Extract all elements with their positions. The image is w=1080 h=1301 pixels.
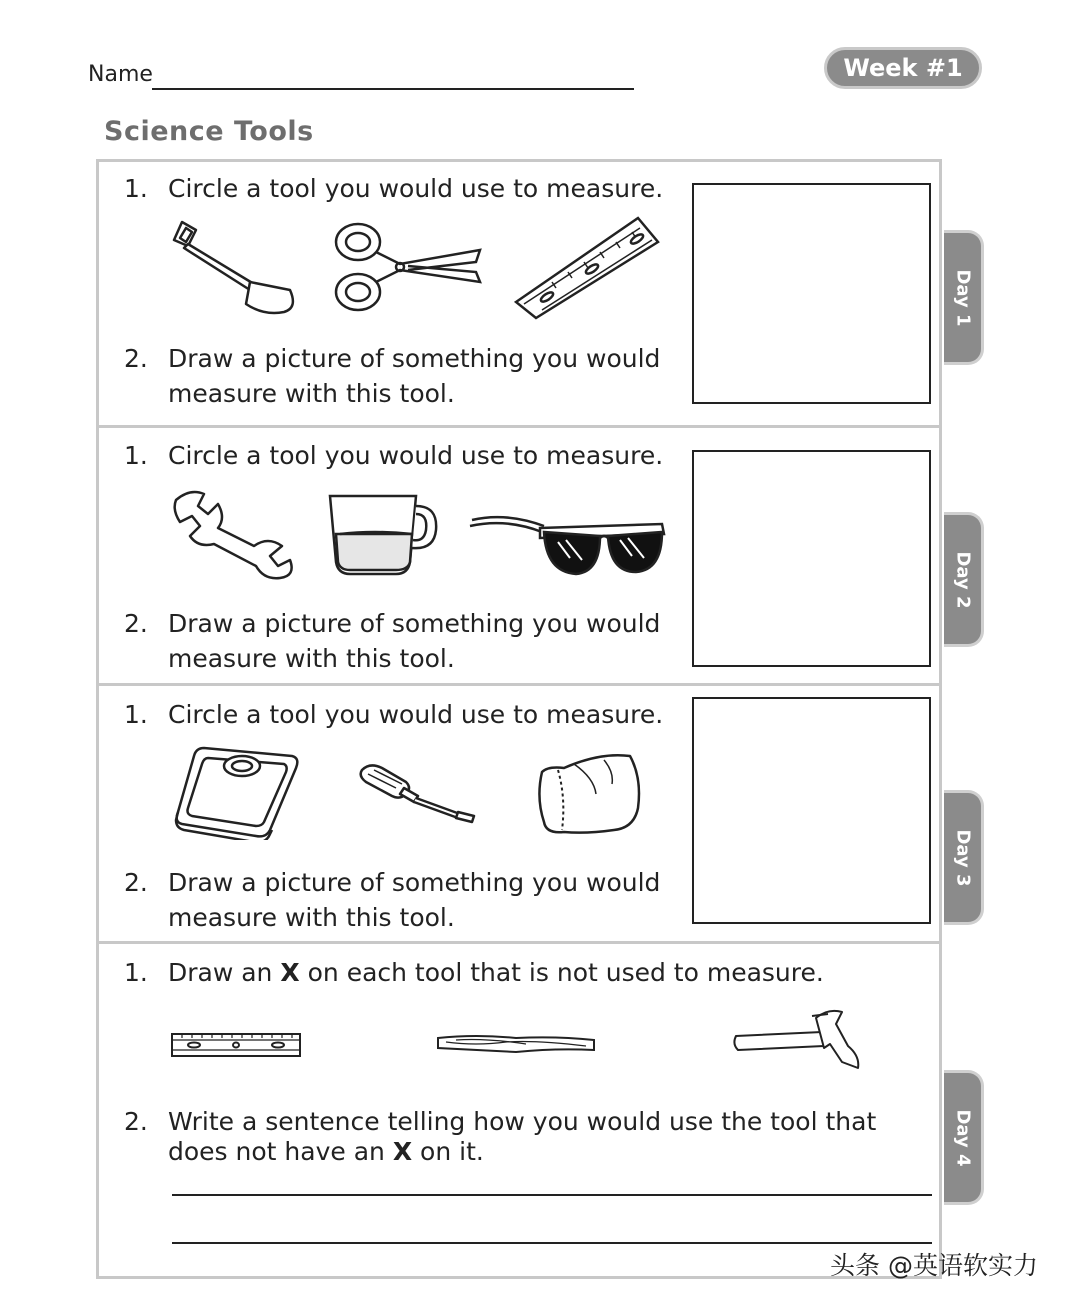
question-1 — [124, 171, 684, 206]
question-text-line-2: measure with this tool. — [168, 379, 455, 408]
question-text-line-1: Draw a picture of something you would — [168, 868, 661, 897]
question-text-end: on each tool that is not used to measure. — [307, 958, 824, 987]
tab-day-1[interactable] — [944, 230, 984, 365]
hammer-icon[interactable] — [732, 1006, 866, 1076]
pillow-icon[interactable] — [534, 748, 644, 838]
tab-label: Day 3 — [952, 828, 973, 887]
tab-day-3[interactable] — [944, 790, 984, 925]
question-2 — [124, 1104, 904, 1174]
wrench-icon[interactable] — [170, 486, 300, 581]
question-text — [168, 955, 824, 990]
week-badge: Week #1 — [824, 47, 982, 89]
question-text: Circle a tool you would use to measure. — [168, 700, 664, 729]
question-text-line-1: Draw a picture of something you would — [168, 609, 661, 638]
x-mark: X — [280, 958, 300, 987]
question-text-start: does not have an — [168, 1137, 385, 1166]
question-number: 2. — [124, 344, 148, 373]
question-number: 2. — [124, 868, 148, 897]
measuring-cup-icon[interactable] — [326, 490, 441, 578]
question-text: Circle a tool you would use to measure. — [168, 441, 664, 470]
question-1 — [124, 438, 684, 473]
question-number: 2. — [124, 1107, 148, 1136]
question-2 — [124, 606, 684, 676]
question-number: 1. — [124, 441, 148, 470]
question-number: 2. — [124, 609, 148, 638]
question-text-line-2 — [168, 1134, 484, 1169]
question-text: Circle a tool you would use to measure. — [168, 174, 664, 203]
question-text-line-2: measure with this tool. — [168, 903, 455, 932]
ruler-icon[interactable] — [170, 1030, 304, 1060]
ruler-icon[interactable] — [512, 214, 662, 322]
day-divider — [96, 683, 942, 686]
answer-line[interactable] — [172, 1194, 932, 1196]
question-number: 1. — [124, 174, 148, 203]
name-label: Name — [88, 62, 153, 87]
screwdriver-icon[interactable] — [356, 762, 480, 824]
tab-day-4[interactable] — [944, 1070, 984, 1205]
x-mark: X — [392, 1137, 413, 1166]
drawing-box[interactable] — [692, 183, 931, 404]
question-text-line-1: Draw a picture of something you would — [168, 344, 661, 373]
answer-line[interactable] — [172, 1242, 932, 1244]
tab-day-2[interactable] — [944, 512, 984, 647]
day-divider — [96, 941, 942, 944]
question-text-line-1: Write a sentence telling how you would use the tool that — [168, 1107, 877, 1136]
shovel-icon[interactable] — [166, 218, 301, 318]
question-2 — [124, 865, 684, 935]
question-number: 1. — [124, 700, 148, 729]
question-2 — [124, 341, 684, 411]
tab-label: Day 1 — [952, 268, 973, 327]
bathroom-scale-icon[interactable] — [174, 744, 302, 840]
question-1 — [124, 955, 864, 990]
question-text-end: on it. — [420, 1137, 484, 1166]
question-1 — [124, 697, 684, 732]
name-field-line[interactable] — [152, 88, 634, 90]
section-title: Science Tools — [104, 116, 314, 147]
tab-label: Day 2 — [952, 550, 973, 609]
drawing-box[interactable] — [692, 450, 931, 667]
watermark-text: 头条 @英语软实力 — [830, 1251, 1038, 1280]
stick-icon[interactable] — [436, 1032, 598, 1056]
question-text-line-2: measure with this tool. — [168, 644, 455, 673]
day-divider — [96, 425, 942, 428]
tab-label: Day 4 — [952, 1108, 973, 1167]
drawing-box[interactable] — [692, 697, 931, 924]
sunglasses-icon[interactable] — [466, 514, 666, 580]
question-text-start: Draw an — [168, 958, 273, 987]
question-number: 1. — [124, 958, 148, 987]
scissors-icon[interactable] — [330, 220, 485, 315]
